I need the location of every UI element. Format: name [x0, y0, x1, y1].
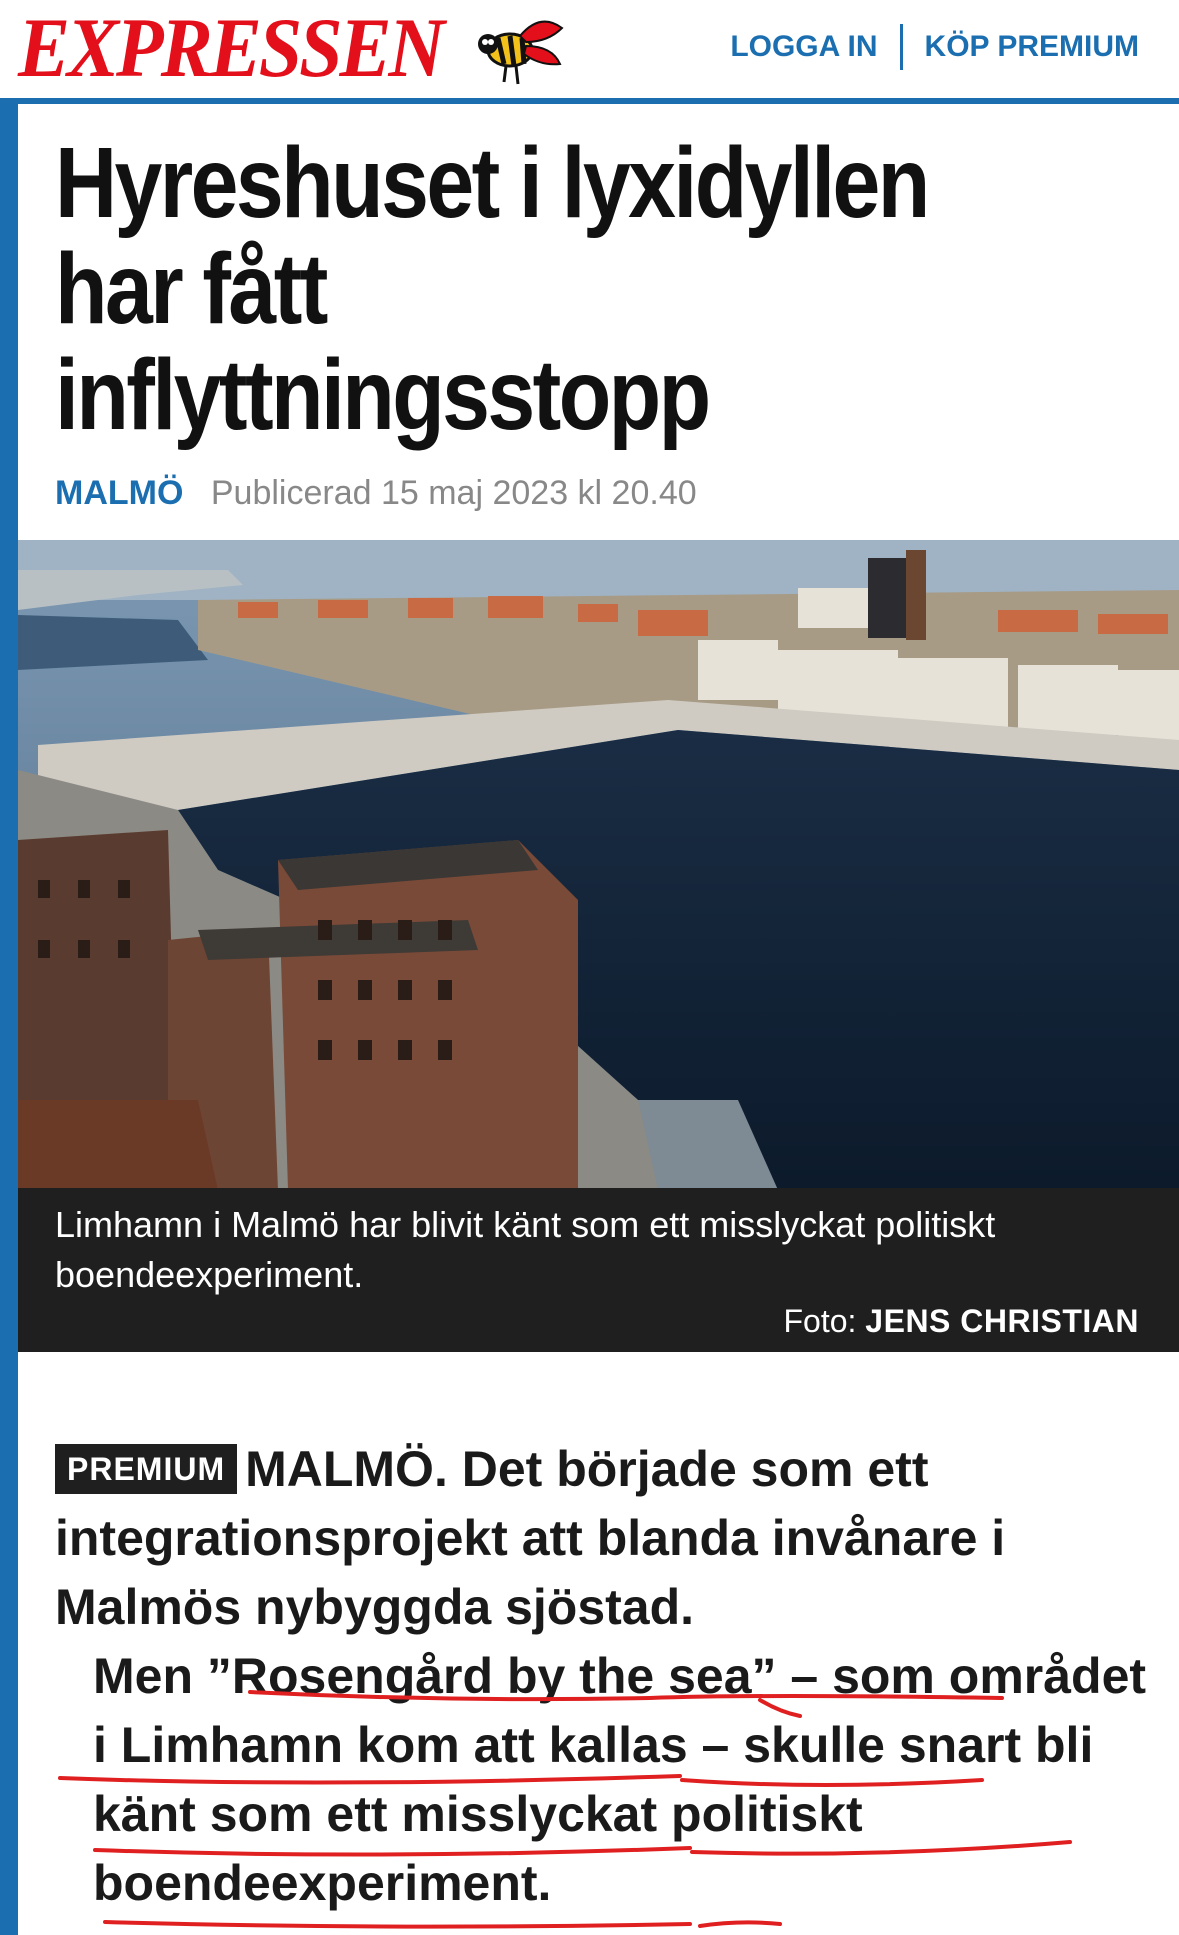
lead-text: MALMÖ. Det började som ett integrationsprojekt att blanda invånare i Malmös nybyggda sjöstad.	[55, 1441, 1006, 1635]
premium-badge: PREMIUM	[55, 1444, 237, 1494]
article-body	[55, 1435, 1155, 1918]
bee-icon	[470, 16, 566, 96]
credit-name: JENS CHRISTIAN	[865, 1303, 1139, 1339]
headline-line: inflyttningsstopp	[55, 339, 709, 451]
buy-premium-link[interactable]: KÖP PREMIUM	[924, 30, 1139, 63]
photo-credit	[783, 1303, 1139, 1340]
lead-paragraph	[55, 1435, 1155, 1642]
body-paragraph: Men ”Rosengård by the sea” – som området i Limhamn kom att kallas – skulle snart bli känt som ett misslyckat politiskt boendeexperiment.	[93, 1648, 1147, 1911]
logo-wordmark: EXPRESSEN	[18, 0, 442, 95]
site-header	[0, 0, 1179, 104]
harbor-photo-illustration	[18, 540, 1179, 1190]
caption-text: Limhamn i Malmö har blivit känt som ett misslyckat politiskt boendeexperiment.	[55, 1204, 996, 1295]
article-photo[interactable]	[18, 540, 1179, 1190]
left-accent-rule	[0, 104, 18, 1935]
article-meta	[55, 474, 697, 513]
login-link[interactable]: LOGGA IN	[730, 30, 878, 63]
headline-line: Hyreshuset i lyxidyllen	[55, 127, 928, 239]
auth-divider	[900, 24, 903, 70]
underline-mark	[700, 1922, 780, 1926]
site-logo[interactable]	[18, 0, 442, 96]
credit-prefix: Foto:	[783, 1303, 857, 1339]
article-headline	[55, 127, 967, 451]
underline-mark	[105, 1922, 690, 1927]
publish-date: Publicerad 15 maj 2023 kl 20.40	[210, 474, 697, 512]
headline-line: har fått	[55, 233, 326, 345]
location-tag[interactable]: MALMÖ	[55, 474, 184, 512]
auth-links	[730, 22, 1139, 72]
photo-caption	[18, 1188, 1179, 1352]
